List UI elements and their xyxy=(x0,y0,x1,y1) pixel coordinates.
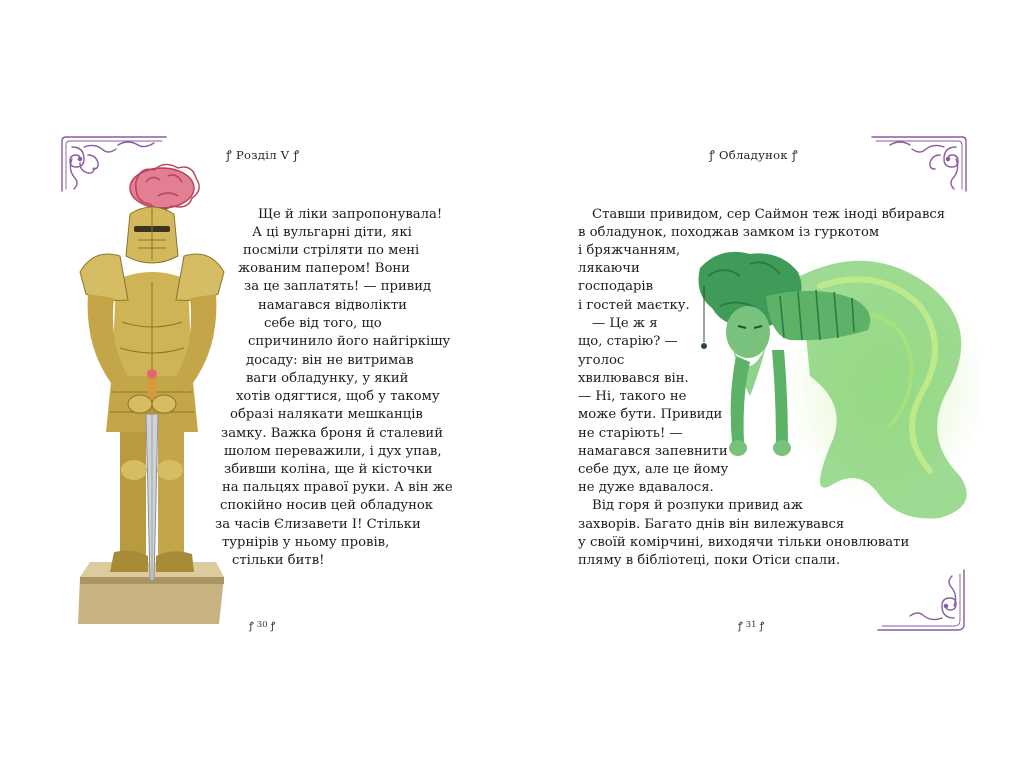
text-line: намагався запевнити xyxy=(578,444,728,459)
text-line: ваги обладунку, у який xyxy=(246,371,409,386)
right-swash-icon: ꝭ xyxy=(270,621,276,632)
left-swash-icon: ꝭ xyxy=(709,148,715,162)
text-line: хотів одягтися, щоб у такому xyxy=(236,389,440,404)
text-line: образі налякати мешканців xyxy=(230,407,423,422)
text-line: пляму в бібліотеці, поки Отіси спали. xyxy=(578,553,841,568)
left-swash-icon: ꝭ xyxy=(738,621,743,632)
right-page xyxy=(512,0,1024,768)
corner-ornament-bottom-right-icon xyxy=(876,568,968,634)
corner-ornament-top-right-icon xyxy=(870,133,970,193)
text-line: Ще й ліки запропонувала! xyxy=(258,207,443,222)
running-header xyxy=(709,146,798,163)
text-line: може бути. Привиди xyxy=(578,407,723,422)
text-line: лякаючи xyxy=(578,261,640,276)
text-line: захворів. Багато днів він вилежувався xyxy=(578,517,845,532)
text-line: на пальцях правої руки. А він же xyxy=(222,480,453,495)
text-line: у своїй комірчині, виходячи тільки оновлювати xyxy=(578,535,910,550)
page-number-value: 31 xyxy=(745,620,757,630)
text-line: — Це ж я xyxy=(592,316,658,331)
text-line: за часів Єлизавети I! Стільки xyxy=(215,517,421,532)
chapter-title: Розділ V xyxy=(236,147,290,162)
text-line: в обладунок, походжав замком із гуркотом xyxy=(578,225,880,240)
page-number xyxy=(249,618,275,632)
left-swash-icon: ꝭ xyxy=(226,148,232,162)
text-line: посміли стріляти по мені xyxy=(243,243,420,258)
chapter-title: Обладунок xyxy=(719,147,788,162)
text-line: Від горя й розпуки привид аж xyxy=(592,498,803,513)
page-number-value: 30 xyxy=(256,620,268,630)
left-swash-icon: ꝭ xyxy=(249,621,254,632)
text-line: що, старію? — xyxy=(578,334,678,349)
right-swash-icon: ꝭ xyxy=(759,621,765,632)
text-line: не дуже вдавалося. xyxy=(578,480,714,495)
text-line: за це заплатять! — привид xyxy=(244,279,432,294)
right-swash-icon: ꝭ xyxy=(293,148,300,162)
text-line: досаду: він не витримав xyxy=(246,353,414,368)
text-line: і бряжчанням, xyxy=(578,243,681,258)
text-line: шолом переважили, і дух упав, xyxy=(224,444,442,459)
text-line: стільки битв! xyxy=(232,553,325,568)
knight-in-armor-illustration xyxy=(74,152,229,632)
text-line: замку. Важка броня й сталевий xyxy=(221,426,444,441)
text-line: спричинило його найгіркішу xyxy=(248,334,451,349)
text-line: господарів xyxy=(578,279,654,294)
text-line: Ставши привидом, сер Саймон теж іноді вбирався xyxy=(592,207,946,222)
running-header xyxy=(226,146,299,163)
text-line: турнірів у ньому провів, xyxy=(222,535,390,550)
text-line: жованим папером! Вони xyxy=(238,261,410,276)
text-line: себе від того, що xyxy=(264,316,382,331)
text-line: і гостей маєтку. xyxy=(578,298,690,313)
text-line: хвилювався він. xyxy=(578,371,689,386)
text-line: збивши коліна, ще й кісточки xyxy=(224,462,433,477)
plume xyxy=(130,164,199,209)
text-line: спокійно носив цей обладунок xyxy=(220,498,434,513)
text-line: уголос xyxy=(578,353,625,368)
text-line: — Ні, такого не xyxy=(578,389,687,404)
green-ghost-illustration xyxy=(680,246,985,522)
text-line: А ці вульгарні діти, які xyxy=(252,225,412,240)
text-line: не старіють! — xyxy=(578,426,683,441)
text-line: себе дух, але це йому xyxy=(578,462,729,477)
right-swash-icon: ꝭ xyxy=(791,148,798,162)
page-number xyxy=(738,618,764,632)
text-line: намагався відволікти xyxy=(258,298,407,313)
